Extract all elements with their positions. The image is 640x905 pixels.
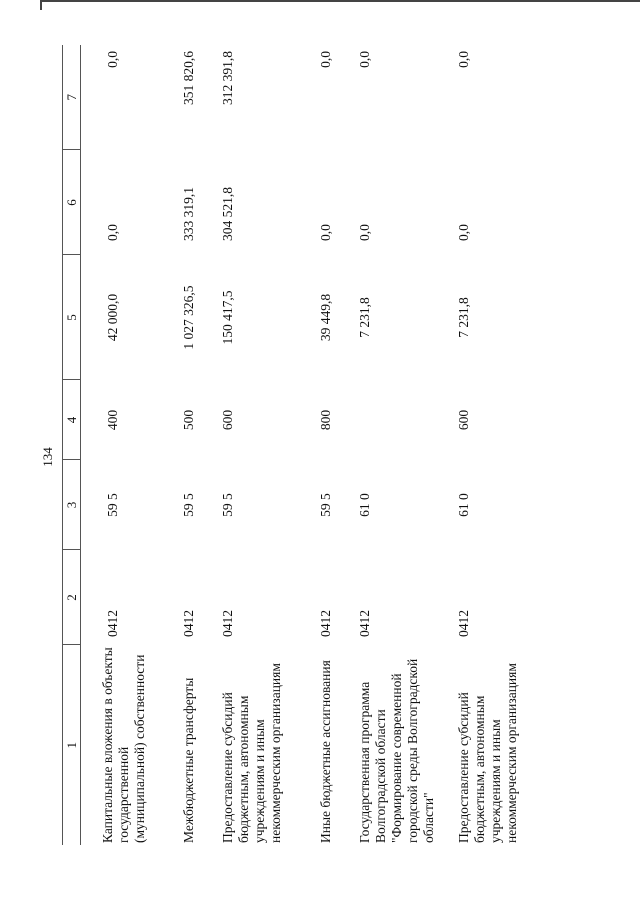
row-target: 59 5 [317, 493, 333, 517]
row-col6: 304 521,8 [219, 187, 235, 241]
row-col7: 0,0 [317, 51, 333, 68]
row-expense-type: 500 [180, 409, 196, 431]
row-section: 0412 [180, 610, 196, 637]
row-expense-type: 800 [317, 409, 333, 431]
header-col-7: 7 [63, 45, 81, 150]
rotated-table-wrapper [62, 45, 522, 845]
header-col-4: 4 [63, 380, 81, 460]
row-name: Капитальные вложения в объекты государственной (муниципальной) собственности [100, 647, 147, 843]
row-col7: 0,0 [356, 51, 372, 68]
row-section: 0412 [105, 610, 120, 637]
row-col5: 42 000,0 [105, 293, 120, 342]
table-row [343, 45, 456, 845]
row-col5: 7 231,8 [356, 297, 372, 338]
row-name: Предоставление субсидий бюджетным, автономным учреждениям и иным некоммерческим организациям [455, 663, 519, 843]
row-col5: 150 417,5 [219, 290, 235, 345]
row-name: Межбюджетные трансферты [180, 677, 196, 843]
row-expense-type: 600 [219, 409, 235, 431]
row-target: 59 5 [180, 493, 196, 517]
header-col-6: 6 [63, 150, 81, 255]
table-row [167, 45, 206, 845]
budget-table [62, 45, 540, 845]
row-col6: 0,0 [105, 224, 120, 241]
row-section: 0412 [219, 610, 235, 637]
row-target: 59 5 [219, 493, 235, 517]
row-name: Иные бюджетные ассигнования [317, 660, 333, 843]
row-col7: 0,0 [105, 51, 120, 68]
row-col5: 39 449,8 [317, 293, 333, 342]
row-col7: 351 820,6 [180, 51, 196, 105]
header-col-1: 1 [63, 645, 81, 845]
row-expense-type: 400 [105, 409, 120, 431]
row-col7: 312 391,8 [219, 51, 235, 105]
row-name: Предоставление субсидий бюджетным, автономным учреждениям и иным некоммерческим организациям [219, 663, 283, 843]
row-expense-type: 600 [455, 409, 471, 431]
row-col7: 0,0 [455, 51, 471, 68]
row-col6: 0,0 [356, 224, 372, 241]
row-section: 0412 [356, 610, 372, 637]
row-target: 59 5 [105, 493, 120, 517]
table-row [206, 45, 304, 845]
header-row [63, 45, 81, 845]
table-row [304, 45, 343, 845]
row-col5: 7 231,8 [455, 297, 471, 338]
page-number: 134 [40, 447, 55, 467]
header-col-2: 2 [63, 550, 81, 645]
table-row [456, 45, 540, 845]
table-row [81, 45, 167, 845]
row-col6: 0,0 [317, 224, 333, 241]
row-name: Государственная программа Волгоградской области "Формирование современной городской среды Волгоградской области" [356, 658, 436, 843]
row-target: 61 0 [356, 493, 372, 517]
header-col-3: 3 [63, 460, 81, 550]
row-col6: 333 319,1 [180, 187, 196, 241]
row-col5: 1 027 326,5 [180, 285, 196, 350]
header-col-5: 5 [63, 255, 81, 380]
row-section: 0412 [455, 610, 471, 637]
left-tick [40, 0, 42, 10]
row-col6: 0,0 [455, 224, 471, 241]
row-expense-type [343, 380, 456, 460]
top-rule [40, 0, 640, 2]
row-section: 0412 [317, 610, 333, 637]
row-target: 61 0 [455, 493, 471, 517]
